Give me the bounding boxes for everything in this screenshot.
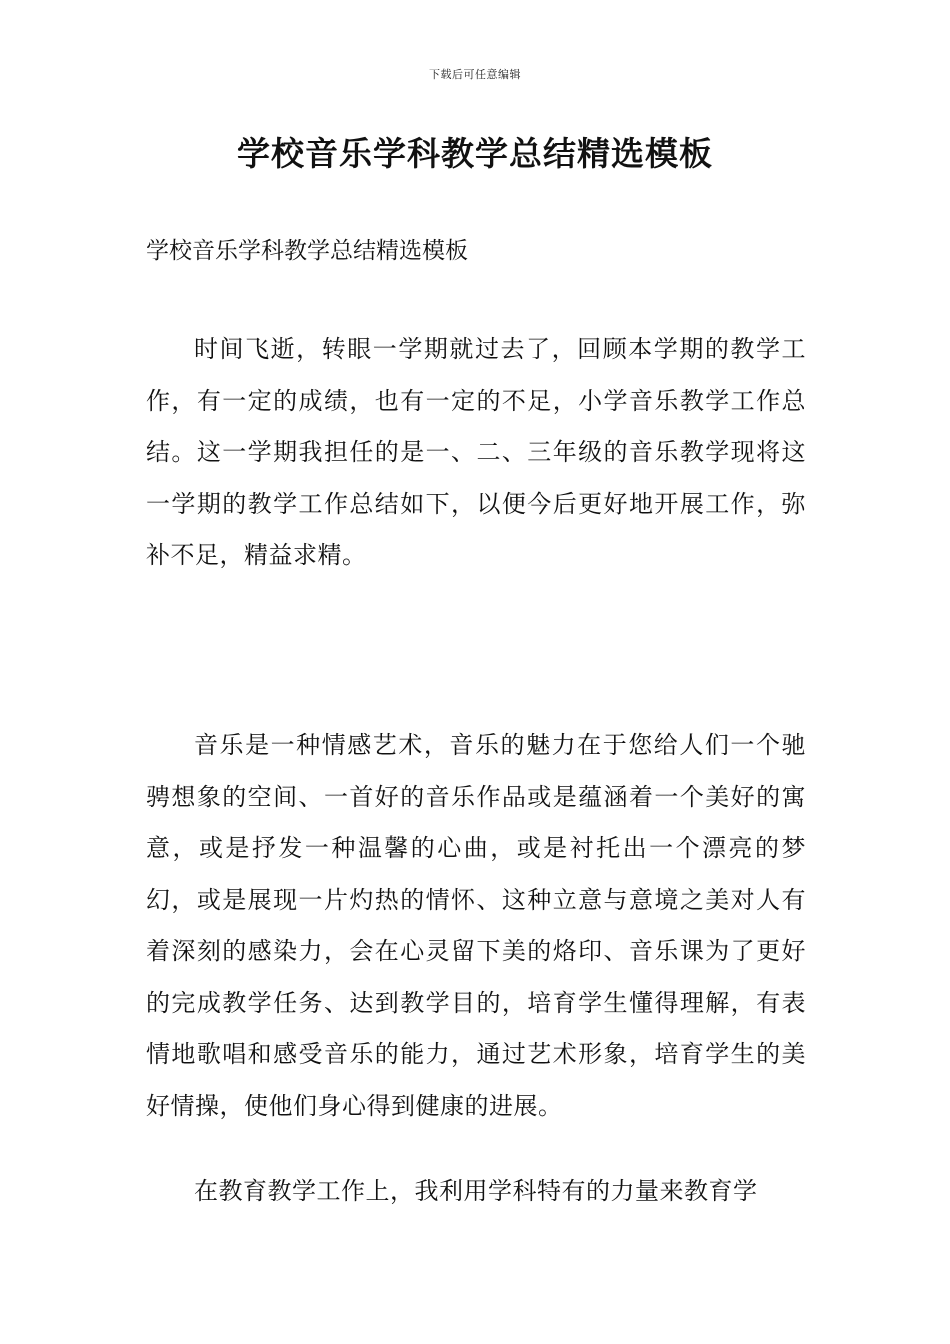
- header-note: 下载后可任意编辑: [429, 68, 521, 81]
- paragraph-music-art: 音乐是一种情感艺术，音乐的魅力在于您给人们一个驰骋想象的空间、一首好的音乐作品或是蕴涵着一个美好的寓意，或是抒发一种温馨的心曲，或是衬托出一个漂亮的梦幻，或是展现一片灼热的情怀、这种立意与意境之美对人有着深刻的感染力，会在心灵留下美的烙印、音乐课为了更好的完成教学任务、达到教学目的，培育学生懂得理解，有表情地歌唱和感受音乐的能力，通过艺术形象，培育学生的美好情操，使他们身心得到健康的进展。: [146, 731, 806, 1120]
- document-title: 学校音乐学科教学总结精选模板: [237, 134, 713, 173]
- paragraph-teaching-work: 在教育教学工作上，我利用学科特有的力量来教育学: [194, 1177, 758, 1205]
- document-subtitle: 学校音乐学科教学总结精选模板: [146, 238, 468, 264]
- paragraph-intro: 时间飞逝，转眼一学期就过去了，回顾本学期的教学工作，有一定的成绩，也有一定的不足，小学音乐教学工作总结。这一学期我担任的是一、二、三年级的音乐教学现将这一学期的教学工作总结如下，以便今后更好地开展工作，弥补不足，精益求精。: [146, 335, 806, 569]
